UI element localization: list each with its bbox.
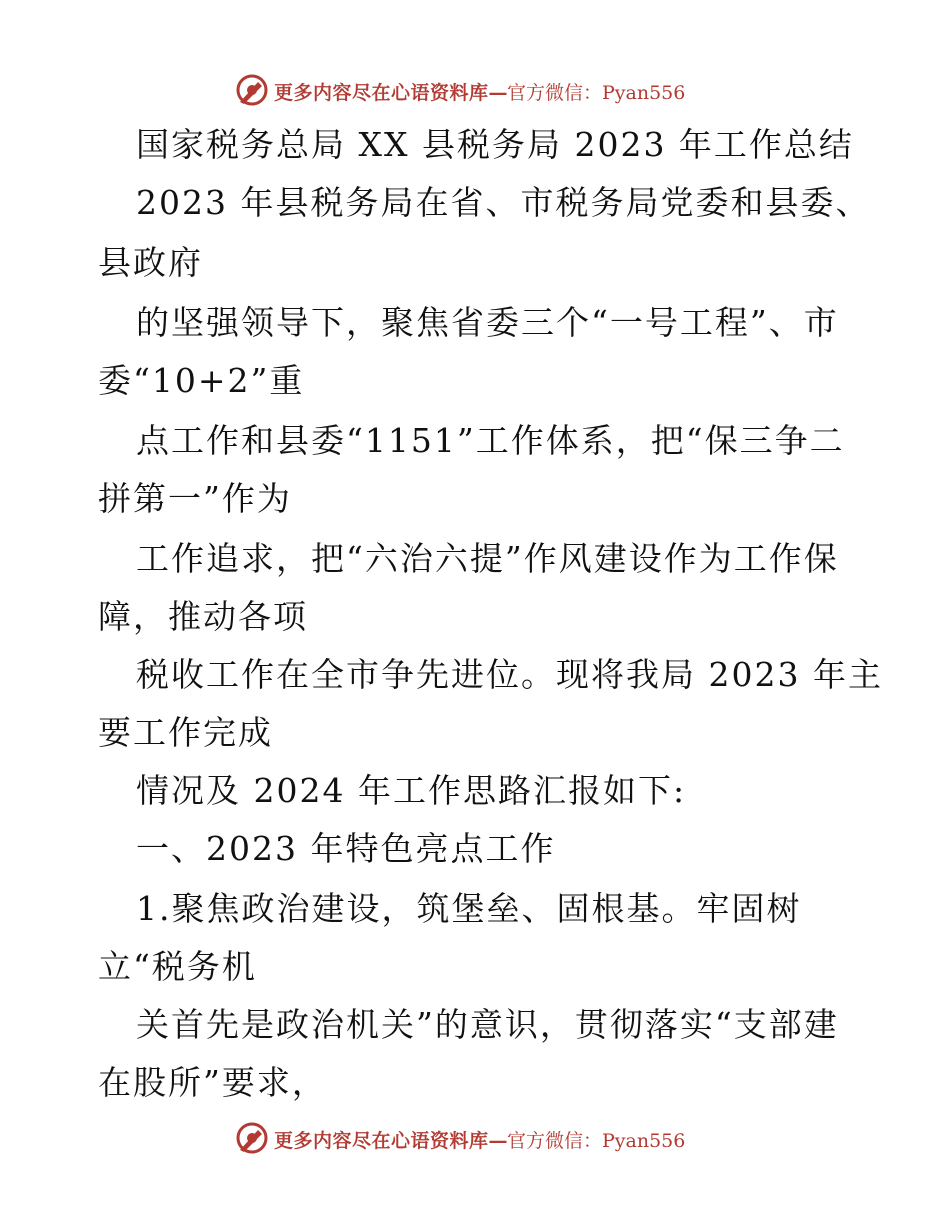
watermark-text: 更多内容尽在心语资料库— (274, 82, 509, 104)
paragraph-line: 关首先是政治机关”的意识，贯彻落实“支部建 (136, 1005, 839, 1044)
watermark-banner-top (0, 72, 950, 112)
paragraph-line: 2023 年县税务局在省、市税务局党委和县委、 (136, 183, 871, 222)
section-heading: 一、2023 年特色亮点工作 (136, 829, 556, 868)
paragraph-line: 在股所”要求， (98, 1063, 327, 1102)
watermark-text: 更多内容尽在心语资料库— (274, 1130, 509, 1152)
paragraph-line: 立“税务机 (98, 947, 257, 986)
paragraph-line: 委“10+2”重 (98, 361, 305, 400)
paragraph-line: 县政府 (98, 243, 203, 282)
watermark-wechat: 官方微信：Pyan556 (507, 1130, 686, 1152)
pen-seal-logo-icon (234, 72, 270, 108)
paragraph-line: 的坚强领导下，聚焦省委三个“一号工程”、市 (136, 303, 839, 342)
paragraph-line: 拼第一”作为 (98, 479, 292, 518)
paragraph-line: 税收工作在全市争先进位。现将我局 2023 年主 (136, 655, 883, 694)
paragraph-line: 要工作完成 (98, 713, 273, 752)
paragraph-line: 工作追求，把“六治六提”作风建设作为工作保 (136, 539, 839, 578)
paragraph-line: 点工作和县委“1151”工作体系，把“保三争二 (136, 421, 845, 460)
watermark-wechat: 官方微信：Pyan556 (507, 82, 686, 104)
paragraph-line: 障，推动各项 (98, 597, 308, 636)
paragraph-line: 1.聚焦政治建设，筑堡垒、固根基。牢固树 (136, 889, 802, 928)
pen-seal-logo-icon (234, 1120, 270, 1156)
watermark-banner-bottom (0, 1120, 950, 1160)
document-title: 国家税务总局 XX 县税务局 2023 年工作总结 (136, 125, 854, 164)
paragraph-line: 情况及 2024 年工作思路汇报如下: (136, 771, 687, 810)
